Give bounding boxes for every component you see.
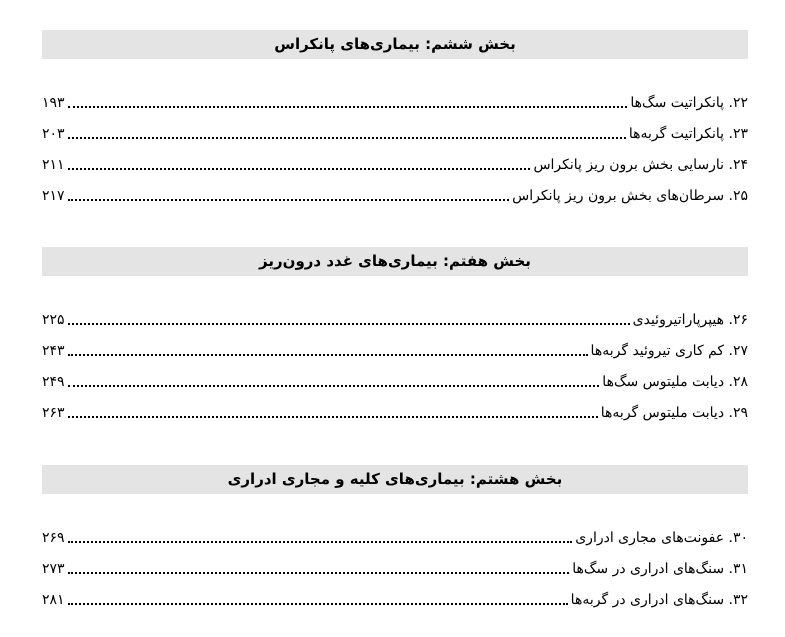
entry-page-number: ۲۷۳ bbox=[42, 561, 65, 577]
entry-title: ۳۰. عفونت‌های مجاری ادراری bbox=[575, 530, 748, 546]
entry-title: ۲۸. دیابت ملیتوس سگ‌ها bbox=[602, 374, 748, 390]
toc-entry[interactable] bbox=[42, 88, 748, 119]
toc-entry[interactable] bbox=[42, 305, 748, 336]
section-title: بخش هشتم: بیماری‌های کلیه و مجاری ادراری bbox=[42, 465, 748, 494]
toc-entry[interactable] bbox=[42, 150, 748, 181]
dot-leader bbox=[68, 137, 626, 139]
toc-entry[interactable] bbox=[42, 398, 748, 429]
toc-entry[interactable] bbox=[42, 554, 748, 585]
dot-leader bbox=[68, 199, 510, 201]
entry-title: ۲۳. پانکراتیت گربه‌ها bbox=[628, 126, 748, 142]
entry-list bbox=[42, 523, 748, 616]
entry-page-number: ۱۹۳ bbox=[42, 95, 65, 111]
entry-list bbox=[42, 305, 748, 429]
dot-leader bbox=[68, 168, 531, 170]
toc-entry[interactable] bbox=[42, 336, 748, 367]
dot-leader bbox=[68, 106, 628, 108]
section-title: بخش ششم: بیماری‌های پانکراس bbox=[42, 30, 748, 59]
entry-title: ۳۱. سنگ‌های ادراری در سگ‌ها bbox=[572, 561, 748, 577]
entry-title: ۲۶. هیپرپاراتیروئیدی bbox=[632, 312, 748, 328]
entry-list bbox=[42, 88, 748, 212]
entry-title: ۲۵. سرطان‌های بخش برون ریز پانکراس bbox=[512, 188, 748, 204]
entry-page-number: ۲۶۳ bbox=[42, 405, 65, 421]
entry-page-number: ۲۶۹ bbox=[42, 530, 65, 546]
entry-page-number: ۲۴۹ bbox=[42, 374, 65, 390]
dot-leader bbox=[68, 385, 600, 387]
dot-leader bbox=[68, 354, 588, 356]
entry-title: ۳۲. سنگ‌های ادراری در گربه‌ها bbox=[570, 592, 748, 608]
toc-section-endocrine bbox=[42, 247, 748, 429]
entry-page-number: ۲۲۵ bbox=[42, 312, 65, 328]
dot-leader bbox=[68, 323, 630, 325]
entry-page-number: ۲۸۱ bbox=[42, 592, 65, 608]
toc-section-kidney bbox=[42, 465, 748, 616]
dot-leader bbox=[68, 603, 568, 605]
toc-entry[interactable] bbox=[42, 181, 748, 212]
entry-page-number: ۲۱۷ bbox=[42, 188, 65, 204]
section-title: بخش هفتم: بیماری‌های غدد درون‌ریز bbox=[42, 247, 748, 276]
entry-title: ۲۴. نارسایی بخش برون ریز پانکراس bbox=[533, 157, 748, 173]
dot-leader bbox=[68, 416, 598, 418]
toc-entry[interactable] bbox=[42, 119, 748, 150]
entry-page-number: ۲۴۳ bbox=[42, 343, 65, 359]
entry-title: ۲۹. دیابت ملیتوس گربه‌ها bbox=[600, 405, 748, 421]
entry-title: ۲۲. پانکراتیت سگ‌ها bbox=[630, 95, 748, 111]
entry-page-number: ۲۰۳ bbox=[42, 126, 65, 142]
entry-title: ۲۷. کم کاری تیروئید گربه‌ها bbox=[590, 343, 748, 359]
dot-leader bbox=[68, 572, 570, 574]
entry-page-number: ۲۱۱ bbox=[42, 157, 65, 173]
dot-leader bbox=[68, 541, 573, 543]
toc-entry[interactable] bbox=[42, 523, 748, 554]
toc-entry[interactable] bbox=[42, 585, 748, 616]
toc-entry[interactable] bbox=[42, 367, 748, 398]
toc-section-pancreas bbox=[42, 30, 748, 212]
